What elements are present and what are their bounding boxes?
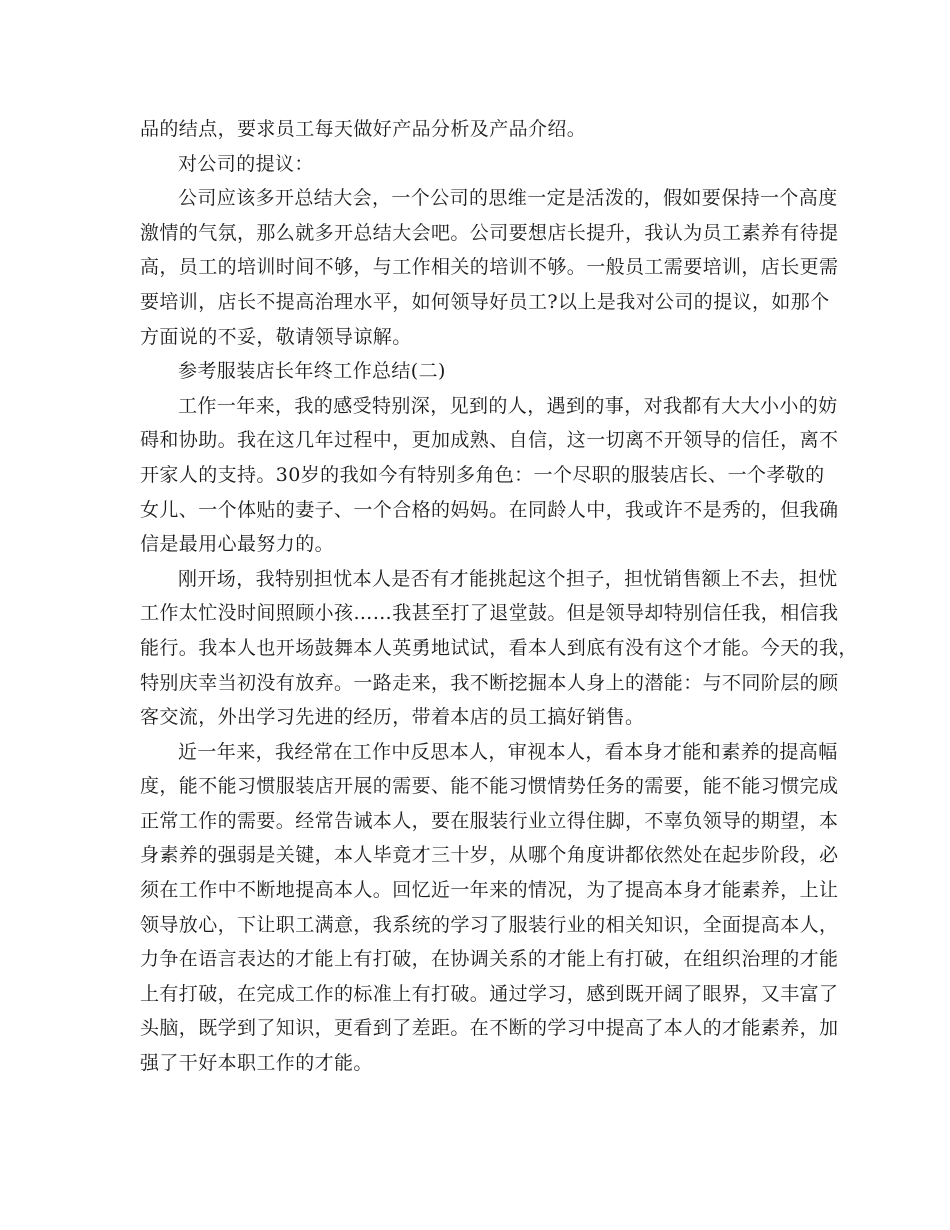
- text-line: 领导放心，下让职工满意，我系统的学习了服装行业的相关知识，全面提高本人，: [140, 913, 839, 936]
- text-line: 参考服装店长年终工作总结(二): [178, 360, 446, 383]
- text-line: 公司应该多开总结大会，一个公司的思维一定是活泼的，假如要保持一个高度: [178, 187, 838, 210]
- text-line: 能行。我本人也开场鼓舞本人英勇地试试，看本人到底有没有这个才能。今天的我，: [140, 636, 858, 659]
- text-line: 激情的气氛，那么就多开总结大会吧。公司要想店长提升，我认为员工素养有待提: [140, 221, 839, 244]
- text-line: 高，员工的培训时间不够，与工作相关的培训不够。一般员工需要培训，店长更需: [140, 256, 839, 279]
- text-line: 强了干好本职工作的才能。: [140, 1052, 373, 1075]
- text-line: 要培训，店长不提高治理水平，如何领导好员工?以上是我对公司的提议，如那个: [140, 290, 830, 313]
- text-line: 特别庆幸当初没有放弃。一路走来，我不断挖掘本人身上的潜能：与不同阶层的顾: [140, 671, 839, 694]
- text-line: 对公司的提议：: [178, 152, 314, 175]
- text-line: 身素养的强弱是关键，本人毕竟才三十岁，从哪个角度讲都依然处在起步阶段，必: [140, 844, 839, 867]
- text-line: 近一年来，我经常在工作中反思本人，审视本人，看本身才能和素养的提高幅: [178, 740, 838, 763]
- text-line: 头脑，既学到了知识，更看到了差距。在不断的学习中提高了本人的才能素养，加: [140, 1017, 839, 1040]
- text-line: 须在工作中不断地提高本人。回忆近一年来的情况，为了提高本身才能素养，上让: [140, 879, 839, 902]
- text-line: 开家人的支持。30岁的我如今有特别多角色：一个尽职的服装店长、一个孝敬的: [140, 463, 825, 486]
- text-line: 信是最用心最努力的。: [140, 533, 335, 556]
- text-line: 力争在语言表达的才能上有打破，在协调关系的才能上有打破，在组织治理的才能: [140, 948, 839, 971]
- text-line: 度，能不能习惯服装店开展的需要、能不能习惯情势任务的需要，能不能习惯完成: [140, 775, 839, 798]
- document-body: [140, 112, 858, 1081]
- text-line: 工作一年来，我的感受特别深，见到的人，遇到的事，对我都有大大小小的妨: [178, 394, 838, 417]
- text-line: 方面说的不妥，敬请领导谅解。: [140, 325, 412, 348]
- text-line: 品的结点，要求员工每天做好产品分析及产品介绍。: [140, 118, 587, 140]
- text-line: 工作太忙没时间照顾小孩……我甚至打了退堂鼓。但是领导却特别信任我，相信我: [140, 602, 839, 625]
- text-line: 客交流，外出学习先进的经历，带着本店的员工搞好销售。: [140, 706, 645, 729]
- text-line: 女儿、一个体贴的妻子、一个合格的妈妈。在同龄人中，我或许不是秀的，但我确: [140, 498, 839, 521]
- text-line: 刚开场，我特别担忧本人是否有才能挑起这个担子，担忧销售额上不去，担忧: [178, 567, 838, 590]
- text-line: 正常工作的需要。经常告诫本人，要在服装行业立得住脚，不辜负领导的期望，本: [140, 809, 839, 832]
- text-line: 碍和协助。我在这几年过程中，更加成熟、自信，这一切离不开领导的信任，离不: [140, 429, 839, 452]
- text-line: 上有打破，在完成工作的标准上有打破。通过学习，感到既开阔了眼界，又丰富了: [140, 982, 839, 1005]
